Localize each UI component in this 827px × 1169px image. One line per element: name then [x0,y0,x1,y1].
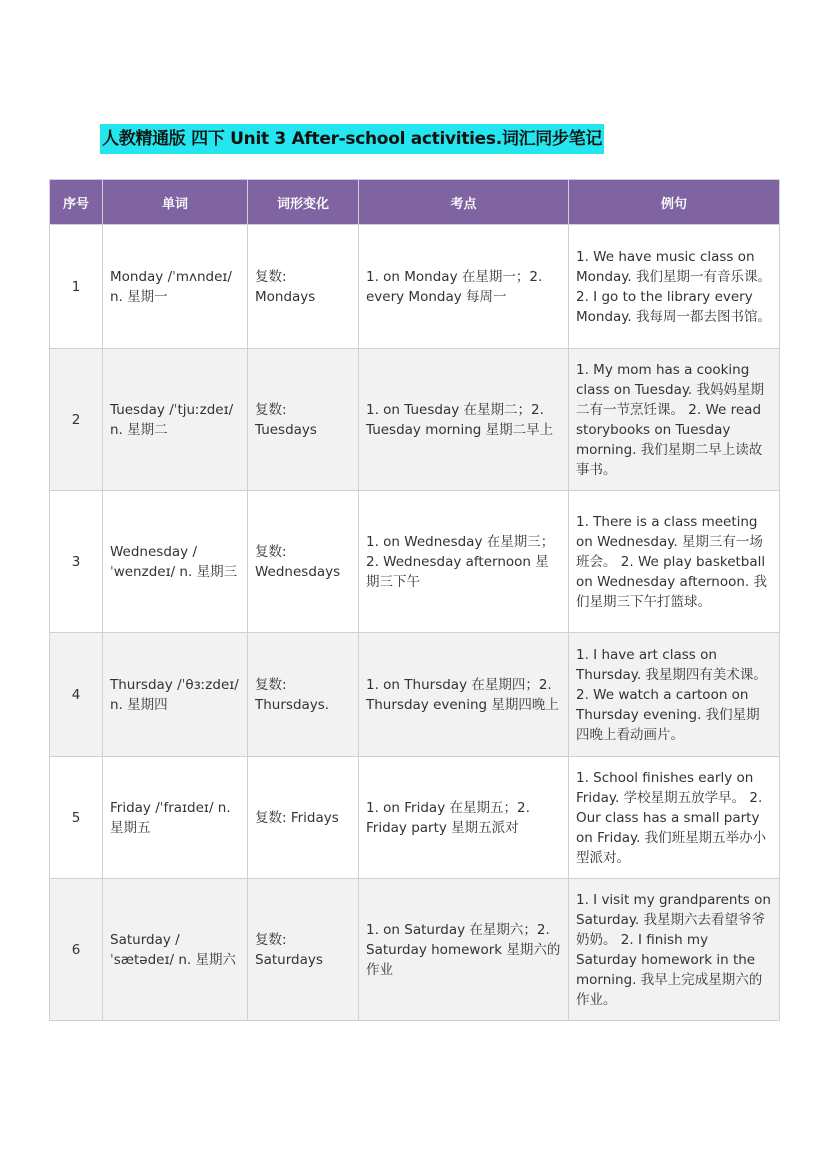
forms-cell: 复数: Thursdays. [248,633,359,757]
forms-cell: 复数: Mondays [248,225,359,349]
forms-cell: 复数: Fridays [248,757,359,879]
row-number: 3 [50,491,103,633]
table-header-row [50,180,780,225]
points-cell: 1. on Friday 在星期五；2. Friday party 星期五派对 [359,757,569,879]
row-number: 5 [50,757,103,879]
examples-cell: 1. We have music class on Monday. 我们星期一有音乐课。 2. I go to the library every Monday. 我每周一都去图书馆。 [569,225,780,349]
table-row [50,757,780,879]
row-number: 6 [50,879,103,1021]
header-number: 序号 [50,180,103,225]
table-row [50,349,780,491]
table-row [50,225,780,349]
header-word-forms: 词形变化 [248,180,359,225]
points-cell: 1. on Wednesday 在星期三；2. Wednesday afternoon 星期三下午 [359,491,569,633]
points-cell: 1. on Monday 在星期一；2. every Monday 每周一 [359,225,569,349]
examples-cell: 1. My mom has a cooking class on Tuesday. 我妈妈星期二有一节烹饪课。 2. We read storybooks on Tuesday morning. 我们星期二早上读故事书。 [569,349,780,491]
examples-cell: 1. There is a class meeting on Wednesday. 星期三有一场班会。 2. We play basketball on Wednesday afternoon. 我们星期三下午打篮球。 [569,491,780,633]
word-cell: Tuesday /ˈtjuːzdeɪ/ n. 星期二 [103,349,248,491]
header-key-points: 考点 [359,180,569,225]
header-example-sentences: 例句 [569,180,780,225]
table-row [50,633,780,757]
examples-cell: 1. I have art class on Thursday. 我星期四有美术课。 2. We watch a cartoon on Thursday evening. 我们星期四晚上看动画片。 [569,633,780,757]
word-cell: Wednesday /ˈwenzdeɪ/ n. 星期三 [103,491,248,633]
forms-cell: 复数: Saturdays [248,879,359,1021]
examples-cell: 1. School finishes early on Friday. 学校星期五放学早。 2. Our class has a small party on Friday. 我们班星期五举办小型派对。 [569,757,780,879]
document-title: 人教精通版 四下 Unit 3 After-school activities.词汇同步笔记 [100,124,604,154]
forms-cell: 复数: Tuesdays [248,349,359,491]
word-cell: Monday /ˈmʌndeɪ/ n. 星期一 [103,225,248,349]
points-cell: 1. on Saturday 在星期六；2. Saturday homework 星期六的作业 [359,879,569,1021]
row-number: 4 [50,633,103,757]
word-cell: Thursday /ˈθɜːzdeɪ/ n. 星期四 [103,633,248,757]
word-cell: Friday /ˈfraɪdeɪ/ n. 星期五 [103,757,248,879]
table-row [50,491,780,633]
row-number: 2 [50,349,103,491]
forms-cell: 复数: Wednesdays [248,491,359,633]
header-word: 单词 [103,180,248,225]
word-cell: Saturday /ˈsætədeɪ/ n. 星期六 [103,879,248,1021]
vocabulary-table [49,179,780,1021]
points-cell: 1. on Thursday 在星期四；2. Thursday evening 星期四晚上 [359,633,569,757]
examples-cell: 1. I visit my grandparents on Saturday. 我星期六去看望爷爷奶奶。 2. I finish my Saturday homework in the morning. 我早上完成星期六的作业。 [569,879,780,1021]
row-number: 1 [50,225,103,349]
points-cell: 1. on Tuesday 在星期二；2. Tuesday morning 星期二早上 [359,349,569,491]
table-row [50,879,780,1021]
